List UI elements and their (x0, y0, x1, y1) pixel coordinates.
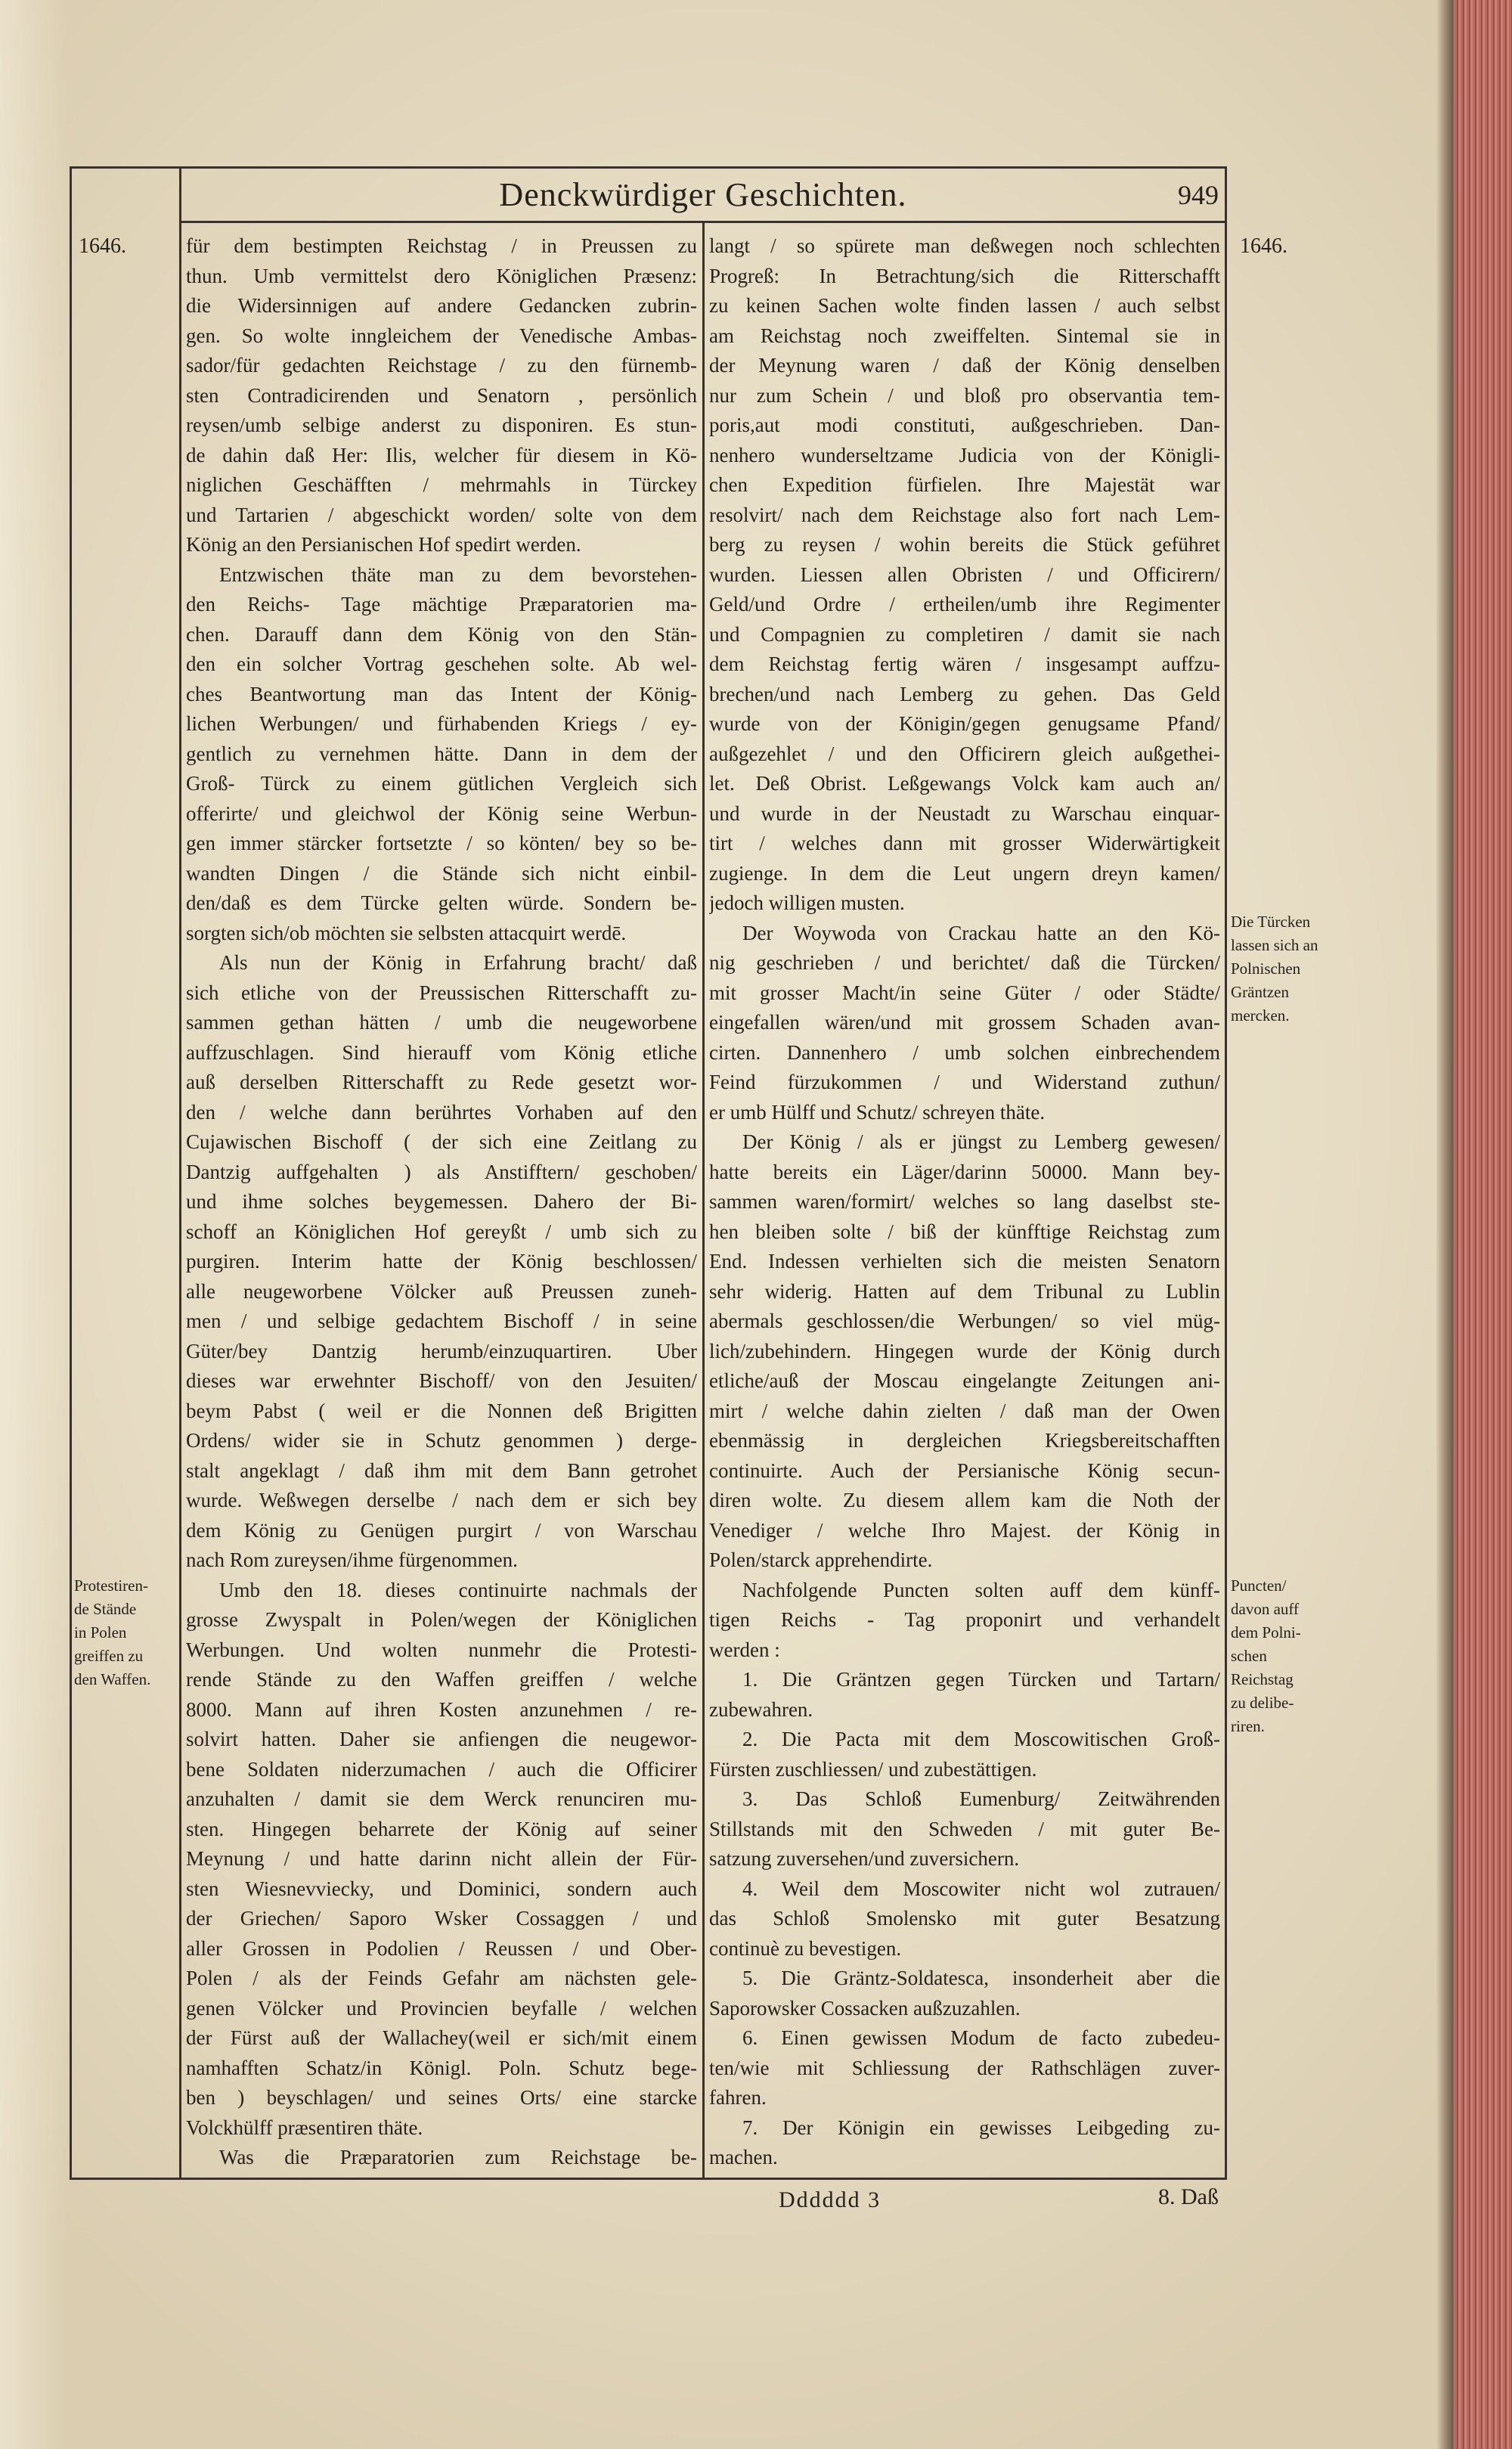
text-line: etliche/auß der Moscau eingelangte Zeitungen ani- (709, 1369, 1220, 1392)
text-line: niglichen Geschäfften / mehrmahls in Türckey (186, 473, 697, 496)
text-line: End. Indessen verhielten sich die meisten Senatorn (709, 1250, 1220, 1273)
text-line: zu keinen Sachen wolte finden lassen / auch selbst (709, 294, 1220, 317)
text-line: Was die Præparatorien zum Reichstage be- (219, 2146, 697, 2168)
text-line: schoff an Königlichen Hof gereyßt / umb sich zu (186, 1220, 697, 1243)
text-line: Ordens/ wider sie in Schutz genommen ) derge- (186, 1429, 697, 1452)
text-line: tigen Reichs - Tag proponirt und verhandelt (709, 1608, 1220, 1631)
text-line: auffzuschlagen. Sind hierauff vom König etliche (186, 1040, 697, 1064)
paragraph (709, 2113, 1220, 2173)
text-line: 8000. Mann auf ihren Kosten anzunehmen / re- (186, 1697, 697, 1721)
paragraph (186, 560, 697, 949)
text-line: wandten Dingen / die Stände sich nicht einbil- (186, 861, 697, 885)
text-line: der Griechen/ Saporo Wsker Cossaggen / und (186, 1907, 697, 1930)
text-line: 7. Der Königin ein gewisses Leibgeding zu- (742, 2116, 1220, 2139)
text-line: hatte bereits ein Läger/darinn 50000. Mann bey- (709, 1160, 1220, 1183)
column-divider-line (702, 221, 705, 2180)
margin-note-line: riren. (1231, 1717, 1265, 1735)
text-line: Progreß: In Betrachtung/sich die Ritterschafft (709, 264, 1220, 287)
text-line: am Reichstag noch zweiffelten. Sintemal sie in (709, 324, 1220, 347)
text-line: außgezehlet / und den Officirern gleich außgethei- (709, 742, 1220, 765)
frame-inner-left-line (179, 166, 181, 2180)
text-line: rende Stände zu den Waffen greiffen / welche (186, 1668, 697, 1691)
text-line: Werbungen. Und wolten nunmehr die Protesti- (186, 1638, 697, 1661)
text-line: Nachfolgende Puncten solten auff dem künff- (742, 1578, 1220, 1601)
text-line: und wurde in der Neustadt zu Warschau einquar- (709, 801, 1220, 825)
text-line: zugienge. In dem die Leut ungern dreyn kamen/ (709, 861, 1220, 885)
margin-year-left: 1646. (79, 234, 126, 258)
text-line: der Meynung waren / daß der König denselben (709, 354, 1220, 377)
text-line: stalt angeklagt / daß ihm mit dem Bann getrohet (186, 1459, 697, 1482)
text-line: 6. Einen gewissen Modum de facto zubedeu- (742, 2026, 1220, 2049)
text-line: solvirt hatten. Daher sie anfiengen die neugewor- (186, 1728, 697, 1750)
margin-note-line: in Polen (74, 1623, 127, 1641)
text-line: Der König / als er jüngst zu Lemberg gewesen/ (742, 1130, 1220, 1153)
margin-note-line: davon auff (1231, 1600, 1299, 1618)
text-line: er umb Hülff und Schutz/ schreyen thäte. (709, 1100, 1046, 1124)
signature-mark: Dddddd 3 (779, 2187, 881, 2212)
margin-note-line: dem Polni- (1231, 1623, 1301, 1641)
text-line: dieses war erwehnter Bischoff/ von den Jesuiten/ (186, 1369, 697, 1392)
margin-note-line: den Waffen. (74, 1670, 151, 1688)
paragraph (709, 1127, 1220, 1576)
text-line: Saporowsker Cossacken außzuzahlen. (709, 1996, 1021, 2020)
running-title: Denckwürdiger Geschichten. (499, 176, 907, 213)
margin-note-line: lassen sich an (1231, 936, 1318, 954)
text-line: Polen / als der Feinds Gefahr am nächsten gele- (186, 1967, 697, 1989)
margin-note-line: Polnischen (1231, 959, 1301, 978)
text-line: dem Reichstag fertig wären / insgesampt auffzu- (709, 653, 1220, 675)
text-line: sten Contradicirenden und Senatorn , persönlich (186, 383, 697, 407)
text-line: dem König zu Genügen purgirt / von Warschau (186, 1518, 697, 1542)
text-line: ebenmässig in dergleichen Kriegsbereitschafften (709, 1429, 1220, 1452)
frame-right-line (1225, 166, 1227, 2180)
text-line: chen. Darauff dann dem König von den Stän- (186, 622, 697, 646)
text-line: der Fürst auß der Wallachey(weil er sich/mit einem (186, 2026, 697, 2049)
text-line: mirt / welche dahin zielten / daß man der Owen (709, 1399, 1220, 1422)
text-line: Umb den 18. dieses continuirte nachmals der (219, 1578, 697, 1601)
text-line: und ihme solches beygemessen. Dahero der Bi- (186, 1190, 697, 1213)
text-line: alle neugeworbene Völcker auß Preussen zuneh- (186, 1279, 697, 1303)
text-line: Polen/starck apprehendirte. (709, 1548, 933, 1571)
text-line: 5. Die Gräntz-Soldatesca, insonderheit aber die (742, 1967, 1220, 1989)
text-line: namhafften Schatz/in Königl. Poln. Schutz bege- (186, 2056, 697, 2079)
text-line: continuè zu bevestigen. (709, 1936, 902, 1960)
margin-note-line: Reichstag (1231, 1670, 1294, 1688)
text-line: machen. (709, 2146, 778, 2168)
page-number: 949 (1178, 180, 1219, 210)
text-line: grosse Zwyspalt in Polen/wegen der Königlichen (186, 1608, 697, 1631)
text-line: aller Grossen in Podolien / Reussen / und Ober- (186, 1936, 697, 1960)
text-line: ten/wie mit Schliessung der Rathschlägen zuver- (709, 2056, 1220, 2079)
text-line: ben ) beyschlagen/ und seines Orts/ eine starcke (186, 2086, 697, 2109)
text-line: den / welche dann berührtes Vorhaben auf den (186, 1100, 697, 1124)
left-text-column (186, 231, 697, 2175)
margin-note-line: Gräntzen (1231, 983, 1289, 1001)
text-line: lichen Werbungen/ und fürhabenden Kriegs / ey- (186, 712, 697, 735)
text-line: Geld/und Ordre / ertheilen/umb ihre Regimenter (709, 593, 1220, 615)
text-line: continuirte. Auch der Persianische König secun- (709, 1459, 1220, 1482)
text-line: genen Völcker und Provincien beyfalle / welchen (186, 1996, 697, 2020)
margin-note-line: zu delibe- (1231, 1694, 1294, 1712)
right-text-column (709, 231, 1220, 2175)
text-line: 3. Das Schloß Eumenburg/ Zeitwährenden (742, 1787, 1220, 1810)
paragraph (709, 1576, 1220, 1666)
text-line: Meynung / und hatte darinn nicht allein der Für- (186, 1847, 697, 1870)
text-line: Der Woywoda von Crackau hatte an den Kö- (742, 921, 1220, 944)
text-line: let. Deß Obrist. Leßgewangs Volck kam auch an/ (709, 772, 1220, 795)
text-line: nach Rom zureysen/ihme fürgenommen. (186, 1548, 518, 1571)
paragraph (186, 231, 697, 560)
text-line: bene Soldaten niderzumachen / auch die Officirer (186, 1757, 697, 1781)
text-line: Venediger / welche Ihro Majest. der König in (709, 1518, 1220, 1542)
text-line: diren wolte. Zu diesem allem kam die Noth der (709, 1489, 1220, 1511)
text-line: gen immer stärcker fortsetzte / so könten/ bey so be- (186, 832, 697, 854)
book-page-edges (1436, 0, 1512, 2449)
text-line: Volckhülff præsentiren thäte. (186, 2116, 423, 2139)
text-line: 2. Die Pacta mit dem Moscowitischen Groß- (742, 1728, 1220, 1750)
text-line: Stillstands mit den Schweden / mit guter Be- (709, 1817, 1220, 1840)
text-line: tirt / welches dann mit grosser Widerwärtigkeit (709, 832, 1220, 854)
text-line: und Tartarien / abgeschickt worden/ solte von dem (186, 503, 697, 526)
text-line: berg zu reysen / wohin bereits die Stück geführet (709, 533, 1220, 556)
text-line: sammen gethan hätten / umb die neugeworbene (186, 1011, 697, 1034)
text-line: 1. Die Gräntzen gegen Türcken und Tartarn/ (742, 1668, 1220, 1691)
text-line: die Widersinnigen auf andere Gedancken zubrin- (186, 294, 697, 317)
text-line: gen. So wolte inngleichem der Venedische Ambas- (186, 324, 697, 347)
text-line: den/daß es dem Türcke gelten würde. Sondern be- (186, 891, 697, 914)
text-line: jedoch willigen musten. (709, 891, 905, 914)
text-line: nenhero wunderseltzame Judicia von der Königli- (709, 443, 1220, 467)
text-line: men / und selbige gedachtem Bischoff / in seine (186, 1310, 697, 1332)
text-line: für dem bestimpten Reichstag / in Preussen zu (186, 234, 697, 257)
text-line: beym Pabst ( weil er die Nonnen deß Brigitten (186, 1399, 697, 1422)
text-line: fahren. (709, 2086, 767, 2109)
catchword: 8. Daß (1158, 2184, 1219, 2209)
text-line: Güter/bey Dantzig herumb/einzuquartiren. Uber (186, 1339, 697, 1362)
frame-outer-left-line (70, 166, 72, 2180)
text-line: Als nun der König in Erfahrung bracht/ daß (219, 951, 697, 974)
margin-note-line: Puncten/ (1231, 1576, 1287, 1595)
paragraph (709, 1784, 1220, 1874)
text-line: wurde von der Königin/gegen genugsame Pfand/ (709, 712, 1220, 735)
text-line: König an den Persianischen Hof spedirt werden. (186, 533, 581, 556)
text-line: hen bleiben solte / biß der künfftige Reichstag zum (709, 1220, 1220, 1243)
text-line: wurde. Weßwegen derselbe / nach dem er sich bey (186, 1489, 697, 1511)
paragraph (186, 948, 697, 1576)
paragraph (709, 1725, 1220, 1784)
paragraph (709, 919, 1220, 1128)
margin-note-diet-points (1231, 1574, 1352, 1738)
text-line: sehr widerig. Hatten auf dem Tribunal zu Lublin (709, 1279, 1220, 1303)
text-line: sten. Hingegen beharrete der König auf seiner (186, 1817, 697, 1840)
text-line: Cujawischen Bischoff ( der sich eine Zeitlang zu (186, 1130, 697, 1153)
text-line: thun. Umb vermittelst dero Königlichen Præsenz: (186, 264, 697, 287)
text-line: sten Wiesnevviecky, und Dominici, sondern auch (186, 1877, 697, 1900)
text-line: das Schloß Smolensko mit guter Besatzung (709, 1907, 1220, 1930)
text-line: eingefallen wären/und mit grossem Schaden avan- (709, 1011, 1220, 1034)
text-line: cirten. Dannenhero / umb solchen einbrechendem (709, 1040, 1220, 1064)
frame-bottom-rule (70, 2178, 1227, 2180)
text-line: lich/zubehindern. Hingegen wurde der König durch (709, 1339, 1220, 1362)
text-line: chen Expedition fürfielen. Ihre Majestät war (709, 473, 1220, 496)
margin-note-line: greiffen zu (74, 1647, 144, 1665)
text-line: purgiren. Interim hatte der König beschlossen/ (186, 1250, 697, 1273)
margin-note-line: mercken. (1231, 1006, 1290, 1025)
text-line: auß derselben Ritterschafft zu Rede gesetzt wor- (186, 1071, 697, 1093)
text-line: Fürsten zuschliessen/ und zubestättigen. (709, 1757, 1037, 1781)
text-line: sich etliche von der Preussischen Ritterschafft zu- (186, 981, 697, 1004)
text-line: nur zum Schein / und bloß pro observantia tem- (709, 383, 1220, 407)
text-line: werden : (709, 1638, 780, 1661)
paragraph (709, 231, 1220, 919)
text-line: resolvirt/ nach dem Reichstage also fort nach Lem- (709, 503, 1220, 526)
text-line: sador/für gedachten Reichstage / zu den fürnemb- (186, 354, 697, 377)
text-line: reysen/umb selbige anderst zu disponiren. Es stun- (186, 414, 697, 436)
text-line: wurden. Liessen allen Obristen / und Officirern/ (709, 563, 1220, 586)
text-line: den ein solcher Vortrag geschehen solte. Ab wel- (186, 653, 697, 675)
margin-note-line: de Stände (74, 1600, 137, 1618)
text-line: satzung zuversehen/und zuversichern. (709, 1847, 1020, 1870)
text-line: nig geschrieben / und berichtet/ daß die Türcken/ (709, 951, 1220, 974)
margin-note-line: Die Türcken (1231, 913, 1311, 931)
text-line: gentlich zu vernehmen hätte. Dann in dem der (186, 742, 697, 765)
text-line: ches Beantwortung man das Intent der König- (186, 682, 697, 705)
frame-top-rule (70, 166, 1227, 169)
margin-note-turks-at-borders (1231, 910, 1352, 1028)
paragraph (709, 1874, 1220, 1964)
text-line: mit grosser Macht/in seine Güter / oder Städte/ (709, 981, 1220, 1004)
paragraph (186, 1576, 697, 2144)
text-line: zubewahren. (709, 1697, 813, 1721)
margin-note-protesting-estates (74, 1574, 177, 1691)
text-line: den Reichs- Tage mächtige Præparatorien ma- (186, 593, 697, 615)
text-line: 4. Weil dem Moscowiter nicht wol zutrauen/ (742, 1877, 1220, 1900)
margin-note-line: Protestiren- (74, 1576, 148, 1595)
text-line: Entzwischen thäte man zu dem bevorstehen- (219, 563, 697, 586)
paragraph (186, 2143, 697, 2173)
text-line: Groß- Türck zu einem gütlichen Vergleich sich (186, 772, 697, 795)
text-line: brechen/und nach Lemberg zu gehen. Das Geld (709, 682, 1220, 705)
text-line: abermals geschlossen/die Werbungen/ so viel müg- (709, 1310, 1220, 1332)
text-line: de dahin daß Her: Ilis, welcher für diesem in Kö- (186, 443, 697, 467)
paragraph (709, 1964, 1220, 2023)
paragraph (709, 1665, 1220, 1725)
text-line: poris,aut modi constituti, außgeschrieben. Dan- (709, 414, 1220, 436)
text-line: und Compagnien zu completiren / damit sie nach (709, 622, 1220, 646)
paragraph (709, 2023, 1220, 2113)
text-line: Feind fürzukommen / und Widerstand zuthun/ (709, 1071, 1220, 1093)
text-line: offerirte/ und gleichwol der König seine Werbun- (186, 801, 697, 825)
text-line: Dantzig auffgehalten ) als Anstifftern/ geschoben/ (186, 1160, 697, 1183)
text-line: langt / so spürete man deßwegen noch schlechten (709, 234, 1220, 257)
text-line: sammen waren/formirt/ welches so lang daselbst ste- (709, 1190, 1220, 1213)
margin-note-line: schen (1231, 1647, 1267, 1665)
text-line: sorgten sich/ob möchten sie selbsten attacquirt werdē. (186, 921, 627, 944)
margin-year-right: 1646. (1240, 234, 1287, 258)
text-line: anzuhalten / damit sie dem Werck renunciren mu- (186, 1787, 697, 1810)
